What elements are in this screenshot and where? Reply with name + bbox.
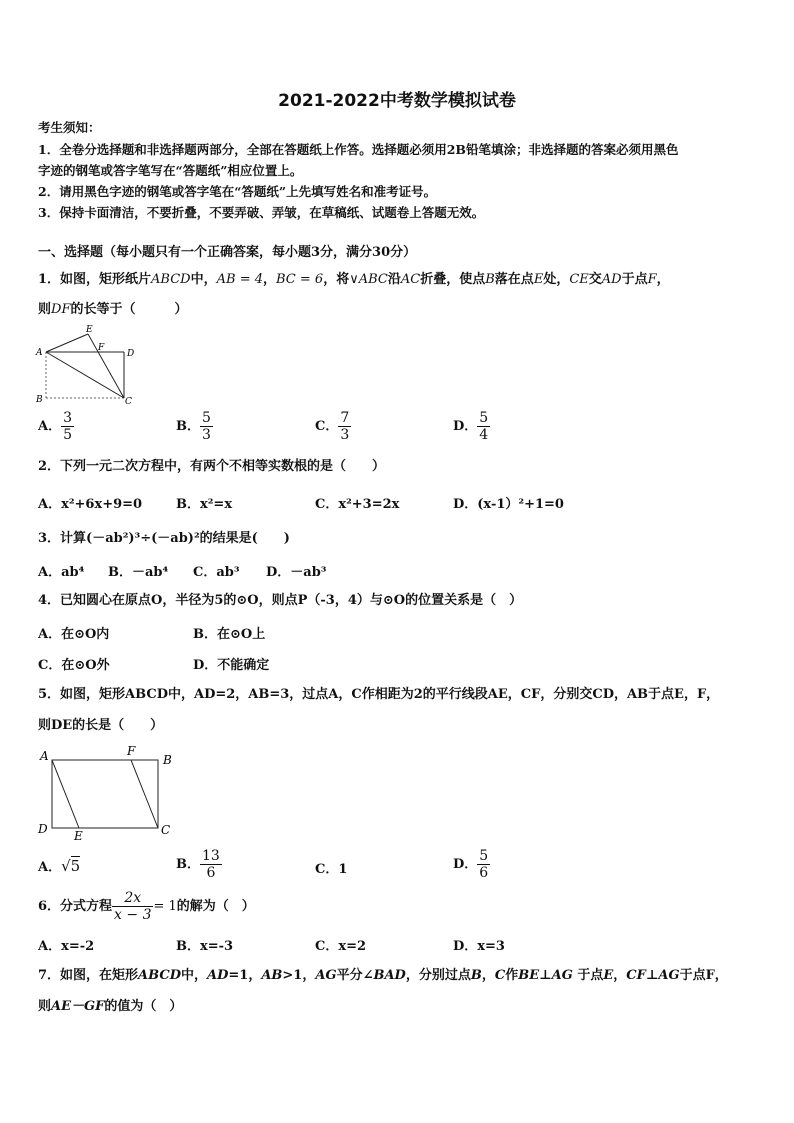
q1-edge-ae xyxy=(46,334,88,352)
q1-label-c: C xyxy=(125,397,132,406)
q6-option-a[interactable]: A．x=-2 xyxy=(38,939,95,954)
q3-stem: 3．计算(－ab²)³÷(－ab)²的结果是( ) xyxy=(38,531,290,546)
q5-label-c: C xyxy=(161,823,171,837)
q1-stem-line1: 1．如图，矩形纸片ABCD中，AB = 4，BC = 6，将∨ABC沿AC折叠，使点B落在点E处，CE交AD于点F， xyxy=(38,272,670,287)
q3-option-d[interactable]: D．－ab³ xyxy=(266,565,327,580)
q1-diagonal-ac xyxy=(46,352,124,398)
notice-line-2: 2．请用黑色字迹的钢笔或答字笔在“答题纸”上先填写姓名和准考证号。 xyxy=(38,184,437,199)
q7-stem-line2: 则AE－GF的值为（ ） xyxy=(38,999,183,1014)
q2-option-a[interactable]: A．x²+6x+9=0 xyxy=(38,497,143,512)
q5-option-c[interactable]: C．1 xyxy=(315,862,348,877)
q1-option-d[interactable]: D． $\frac{5}{4}$ xyxy=(453,410,489,443)
q1-figure xyxy=(34,322,136,406)
q6-option-d[interactable]: D．x=3 xyxy=(453,939,505,954)
q6-option-c[interactable]: C．x=2 xyxy=(315,939,367,954)
notice-line-1b: 字迹的钢笔或答字笔写在“答题纸”相应位置上。 xyxy=(38,163,303,178)
q5-label-f: F xyxy=(127,744,136,758)
q5-segment-cf xyxy=(131,760,158,828)
q4-option-d[interactable]: D．不能确定 xyxy=(193,658,270,673)
q1-option-b[interactable]: B． $\frac{5}{3}$ xyxy=(176,410,211,443)
q5-stem-line2: 则DE的长是（ ） xyxy=(38,718,164,733)
q1-label-b: B xyxy=(36,395,43,405)
q1-label-a: A xyxy=(36,348,43,358)
q3-option-a[interactable]: A．ab⁴ xyxy=(38,565,85,580)
q5-option-b[interactable]: B． $\frac{13}{6}$ xyxy=(176,848,220,881)
q4-option-b[interactable]: B．在⊙O上 xyxy=(193,627,266,642)
q1-option-a[interactable]: A． $\frac{3}{5}$ xyxy=(38,410,73,443)
q3-option-c[interactable]: C．ab³ xyxy=(193,565,240,580)
q5-option-d[interactable]: D． $\frac{5}{6}$ xyxy=(453,848,489,881)
q1-label-e: E xyxy=(86,325,93,335)
q4-option-a[interactable]: A．在⊙O内 xyxy=(38,627,110,642)
q6-option-b[interactable]: B．x=-3 xyxy=(176,939,234,954)
q1-label-f: F xyxy=(98,343,105,353)
q7-stem-line1: 7．如图，在矩形ABCD中，AD=1，AB>1，AG平分∠BAD，分别过点B，C作BE⊥AG 于点E，CF⊥AG于点F， xyxy=(38,968,728,983)
q5-label-a: A xyxy=(40,749,49,763)
q1-stem-line2: 则DF的长等于（ ） xyxy=(38,302,188,317)
page-title: 2021-2022中考数学模拟试卷 xyxy=(278,91,516,111)
q1-label-d: D xyxy=(127,349,135,359)
q4-stem: 4．已知圆心在原点O，半径为5的⊙O，则点P（-3，4）与⊙O的位置关系是（ ） xyxy=(38,593,523,608)
q4-option-c[interactable]: C．在⊙O外 xyxy=(38,658,110,673)
notice-line-1a: 1．全卷分选择题和非选择题两部分，全部在答题纸上作答。选择题必须用2B铅笔填涂；非选择题的答案必须用黑色 xyxy=(38,142,679,157)
q2-option-c[interactable]: C．x²+3=2x xyxy=(315,497,400,512)
q2-option-b[interactable]: B．x²=x xyxy=(176,497,233,512)
notice-heading: 考生须知： xyxy=(38,120,101,135)
q2-stem: 2．下列一元二次方程中，有两个不相等实数根的是（ ） xyxy=(38,459,386,474)
q5-figure xyxy=(34,742,178,842)
q5-option-a[interactable]: A．√5 xyxy=(38,857,81,875)
q5-stem-line1: 5．如图，矩形ABCD中，AD=2，AB=3，过点A，C作相距为2的平行线段AE，CF，分别交CD，AB于点E，F， xyxy=(38,687,720,702)
q1-option-c[interactable]: C． $\frac{7}{3}$ xyxy=(315,410,350,443)
q5-label-b: B xyxy=(163,753,172,767)
q5-rectangle-abcd xyxy=(52,760,158,828)
q6-stem: 6．分式方程 $\frac{2x}{x - 3}$ = 1的解为（ ） xyxy=(38,890,255,923)
q5-label-e: E xyxy=(74,829,83,842)
notice-line-3: 3．保持卡面清洁，不要折叠，不要弄破、弄皱，在草稿纸、试题卷上答题无效。 xyxy=(38,205,485,220)
q3-option-b[interactable]: B．－ab⁴ xyxy=(108,565,169,580)
q1-edge-ec xyxy=(88,334,124,398)
q2-option-d[interactable]: D．(x-1）²+1=0 xyxy=(453,497,564,512)
q5-segment-ae xyxy=(52,760,79,828)
q5-label-d: D xyxy=(38,822,48,836)
section-heading: 一、选择题（每小题只有一个正确答案，每小题3分，满分30分） xyxy=(38,245,417,260)
